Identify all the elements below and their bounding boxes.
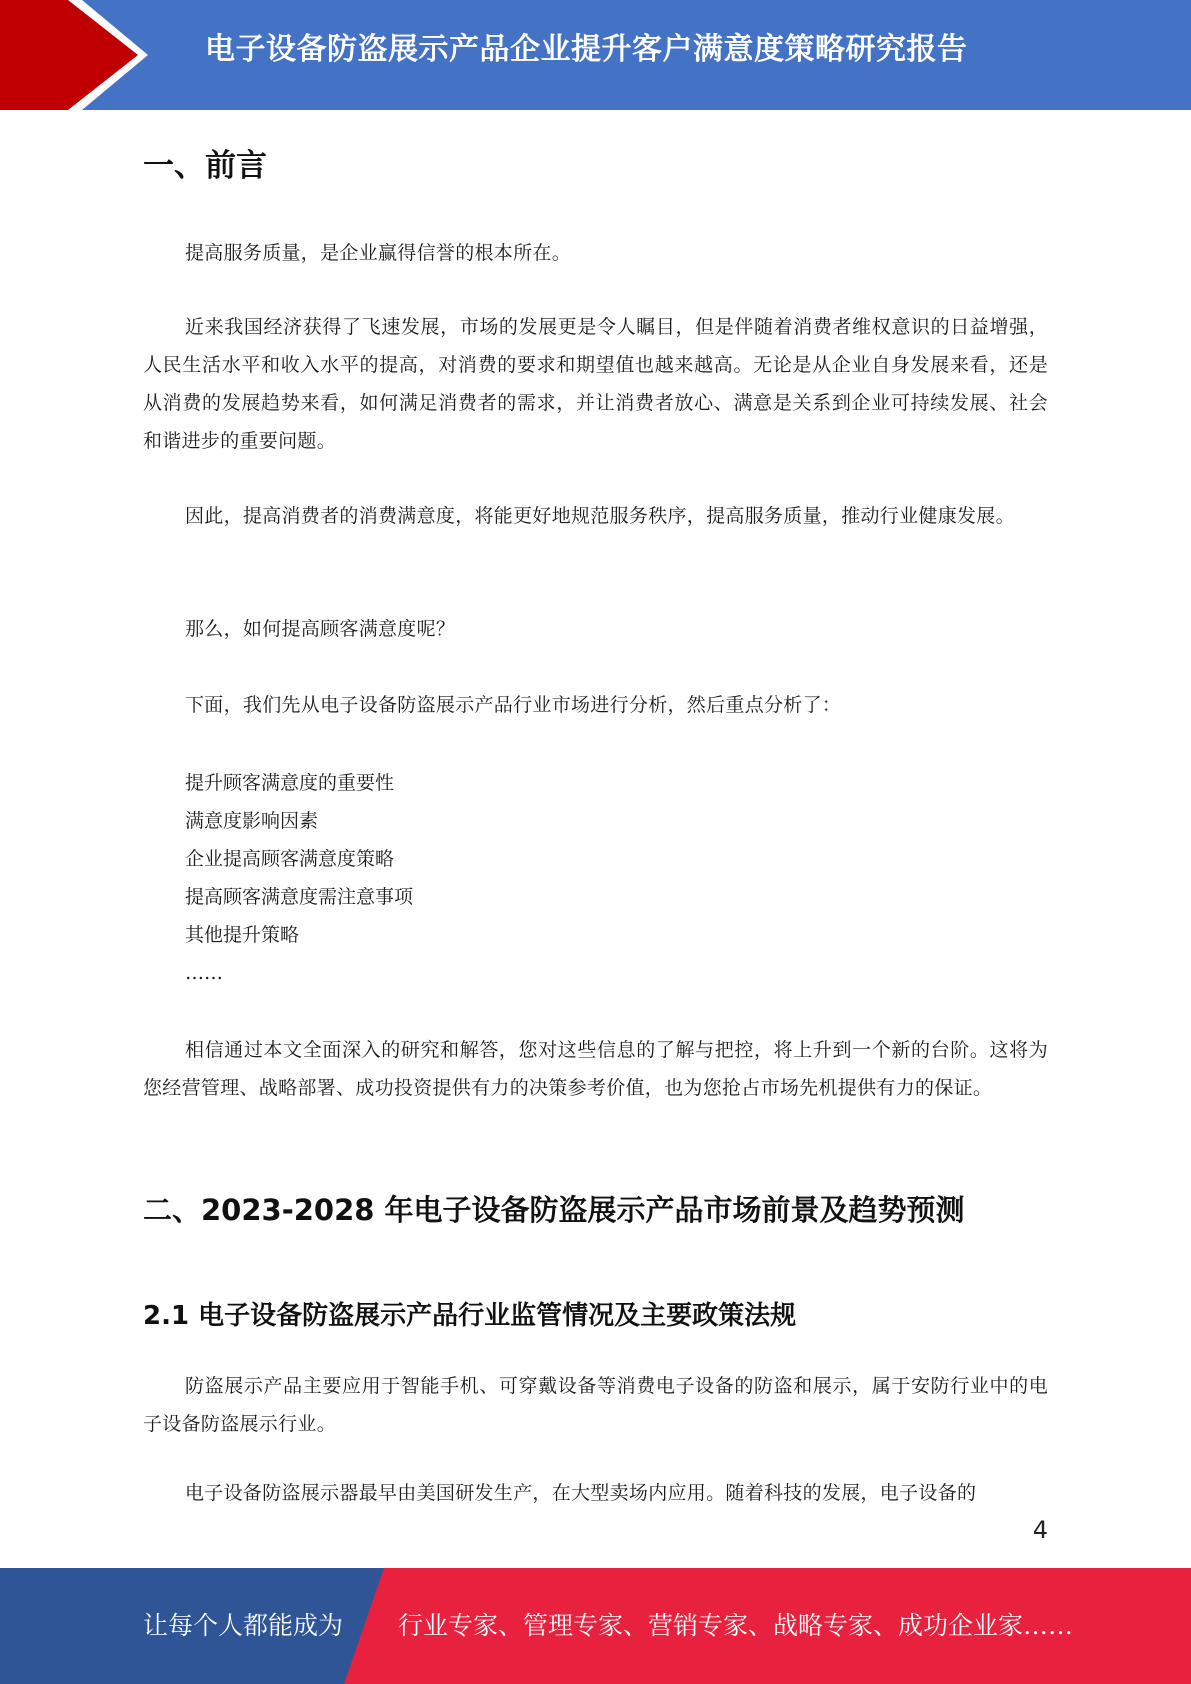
footer-slogan-left: 让每个人都能成为 <box>143 1611 344 1640</box>
subsection-2-1-heading: 2.1 电子设备防盗展示产品行业监管情况及主要政策法规 <box>143 1301 797 1331</box>
header-arrow-decoration <box>0 0 160 110</box>
list-item: 企业提高顾客满意度策略 <box>185 848 395 870</box>
paragraph: 防盗展示产品主要应用于智能手机、可穿戴设备等消费电子设备的防盗和展示，属于安防行业中的电子设备防盗展示行业。 <box>143 1375 1048 1435</box>
list-item: 提升顾客满意度的重要性 <box>185 772 395 794</box>
paragraph: 相信通过本文全面深入的研究和解答，您对这些信息的了解与把控，将上升到一个新的台阶。这将为您经营管理、战略部署、成功投资提供有力的决策参考价值，也为您抢占市场先机提供有力的保证。 <box>143 1039 1048 1099</box>
section-1-heading: 一、前言 <box>143 148 267 184</box>
list-item: 提高顾客满意度需注意事项 <box>185 886 414 908</box>
paragraph: 那么，如何提高顾客满意度呢？ <box>185 618 456 640</box>
paragraph: 近来我国经济获得了飞速发展，市场的发展更是令人瞩目，但是伴随着消费者维权意识的日益增强，人民生活水平和收入水平的提高，对消费的要求和期望值也越来越高。无论是从企业自身发展来看，还是从消费的发展趋势来看，如何满足消费者的需求，并让消费者放心、满意是关系到企业可持续发展、社会和谐进步的重要问题。 <box>143 316 1048 452</box>
header-band <box>0 0 1191 110</box>
paragraph: 提高服务质量，是企业赢得信誉的根本所在。 <box>185 242 572 264</box>
paragraph: 电子设备防盗展示器最早由美国研发生产，在大型卖场内应用。随着科技的发展，电子设备的 <box>185 1482 977 1504</box>
paragraph: 因此，提高消费者的消费满意度，将能更好地规范服务秩序，提高服务质量，推动行业健康发展。 <box>185 505 1015 527</box>
footer-band <box>0 1568 1191 1684</box>
analysis-points-list <box>185 764 413 992</box>
section-2-heading: 二、2023-2028 年电子设备防盗展示产品市场前景及趋势预测 <box>143 1193 965 1227</box>
report-title: 电子设备防盗展示产品企业提升客户满意度策略研究报告 <box>205 32 968 67</box>
footer-slogan-right: 行业专家、管理专家、营销专家、战略专家、成功企业家…… <box>398 1611 1074 1640</box>
list-item: 满意度影响因素 <box>185 810 319 832</box>
list-item: …… <box>185 962 223 984</box>
list-item: 其他提升策略 <box>185 924 300 946</box>
paragraph: 下面，我们先从电子设备防盗展示产品行业市场进行分析，然后重点分析了： <box>185 694 842 716</box>
page-number: 4 <box>1032 1516 1048 1544</box>
